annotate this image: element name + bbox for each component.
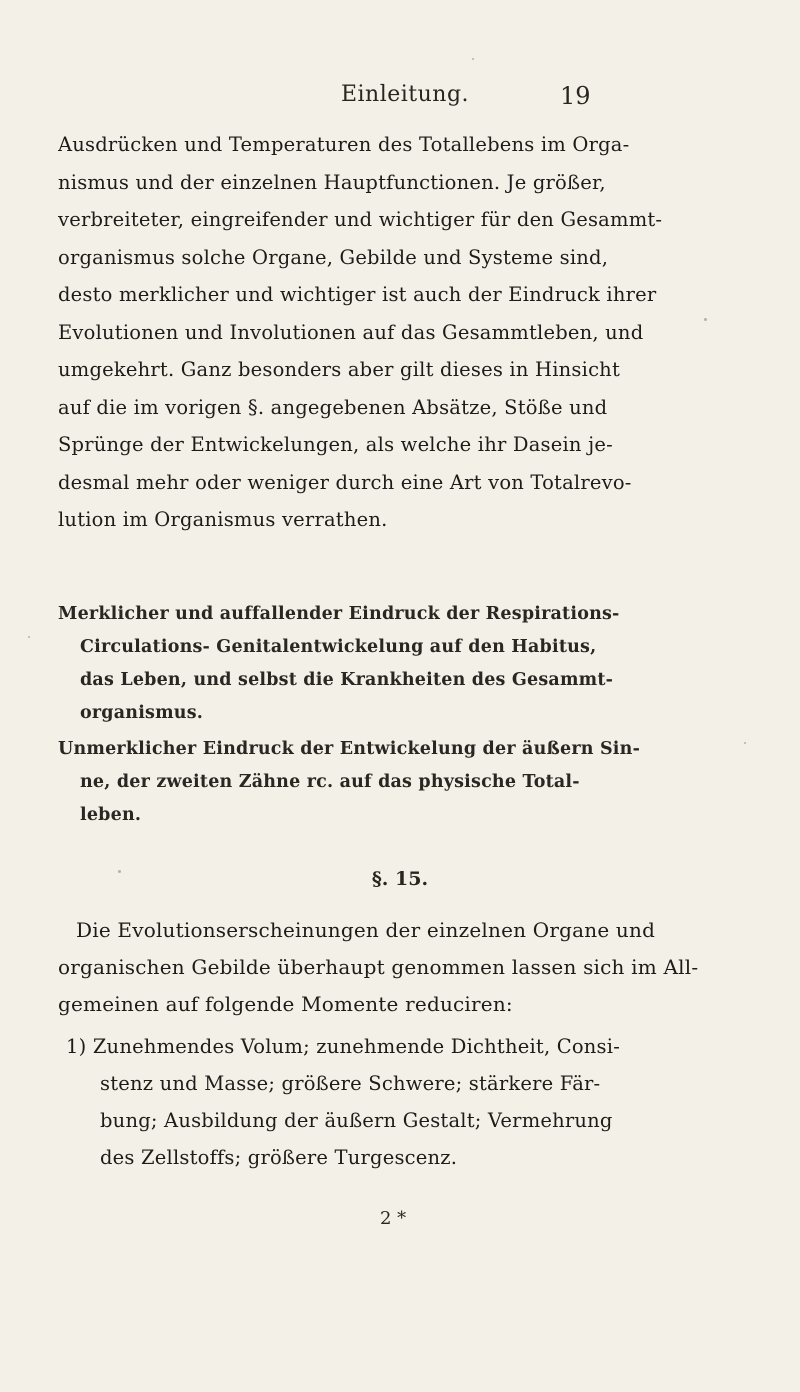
text-line: umgekehrt. Ganz besonders aber gilt dieses in Hinsicht (58, 358, 620, 381)
text-line: nismus und der einzelnen Hauptfunctionen. Je größer, (58, 170, 606, 194)
note-line: das Leben, und selbst die Krankheiten des Gesammt- (80, 670, 614, 690)
text-line: desto merklicher und wichtiger ist auch der Eindruck ihrer (58, 283, 657, 306)
text-line: auf die im vorigen §. angegebenen Absätze, Stöße und (58, 395, 608, 419)
section-heading: §. 15. (371, 868, 429, 890)
text-line: organischen Gebilde überhaupt genommen lassen sich im All- (58, 955, 699, 979)
list-item-continuation: bung; Ausbildung der äußern Gestalt; Vermehrung (100, 1109, 613, 1132)
paper-speck (472, 58, 474, 60)
text-line: Evolutionen und Involutionen auf das Gesammtleben, und (58, 320, 644, 344)
list-item: 1) Zunehmendes Volum; zunehmende Dichtheit, Consi- (66, 1035, 620, 1058)
note-line: Merklicher und auffallender Eindruck der Respirations- (58, 604, 620, 624)
paragraph-1 (58, 126, 758, 539)
text-line: gemeinen auf folgende Momente reduciren: (58, 992, 513, 1016)
page-header (0, 82, 800, 118)
list-item-continuation: des Zellstoffs; größere Turgescenz. (100, 1146, 458, 1169)
note-2 (58, 733, 758, 832)
list-item-continuation: stenz und Masse; größere Schwere; stärkere Fär- (100, 1072, 601, 1095)
paper-speck (704, 318, 707, 321)
paper-speck (744, 742, 746, 744)
running-title: Einleitung. (340, 82, 470, 107)
numbered-list (58, 1028, 758, 1176)
text-line: organismus solche Organe, Gebilde und Systeme sind, (58, 245, 609, 269)
page-number: 19 (560, 82, 591, 110)
text-line: lution im Organismus verrathen. (58, 508, 388, 531)
paper-speck (118, 870, 121, 873)
paragraph-2 (58, 912, 758, 1023)
text-line: verbreiteter, eingreifender und wichtiger für den Gesammt- (58, 208, 663, 231)
note-line: organismus. (80, 703, 204, 723)
signature-mark: 2 * (380, 1208, 407, 1229)
note-line: ne, der zweiten Zähne rc. auf das physische Total- (80, 772, 580, 792)
text-line: Sprünge der Entwickelungen, als welche ihr Dasein je- (58, 433, 613, 456)
text-line: desmal mehr oder weniger durch eine Art von Totalrevo- (58, 470, 632, 494)
text-line: Die Evolutionserscheinungen der einzelnen Organe und (76, 918, 656, 942)
note-line: Unmerklicher Eindruck der Entwickelung der äußern Sin- (58, 739, 641, 759)
note-line: Circulations- Genitalentwickelung auf den Habitus, (80, 637, 597, 657)
note-1 (58, 598, 758, 730)
paper-speck (28, 636, 30, 638)
note-line: leben. (80, 805, 142, 825)
text-line: Ausdrücken und Temperaturen des Totallebens im Orga- (58, 133, 630, 156)
